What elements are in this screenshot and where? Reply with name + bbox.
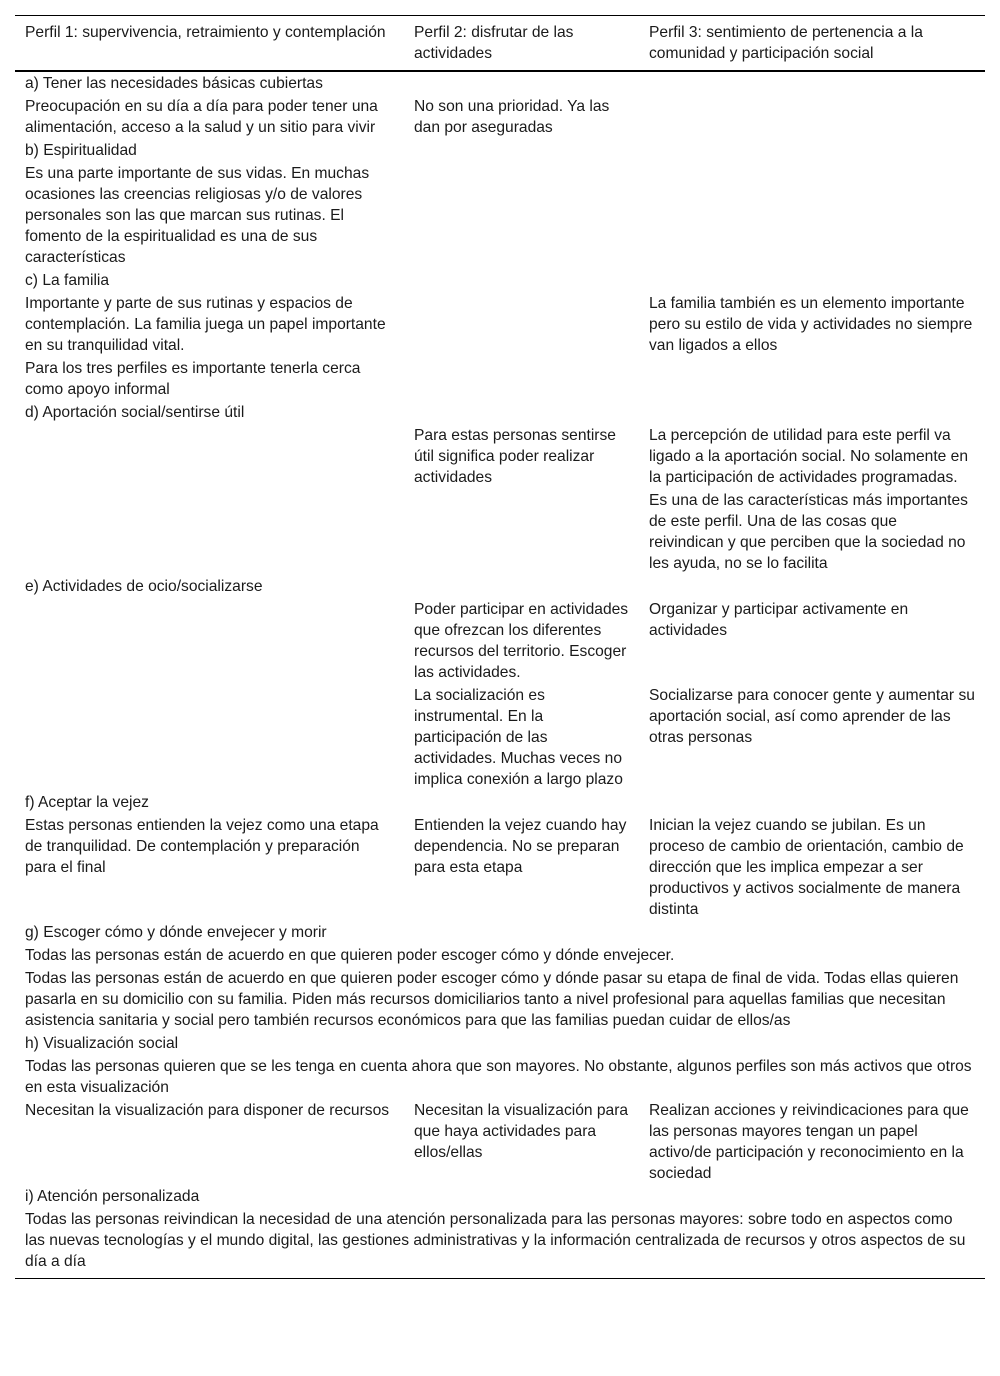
- header-profile-3: Perfil 3: sentimiento de pertenencia a la comunidad y participación social: [649, 24, 923, 62]
- section-title-row: [15, 1185, 985, 1208]
- table-row: [15, 95, 985, 139]
- section-title-row: [15, 1032, 985, 1055]
- cell-all-profiles: Todas las personas están de acuerdo en que quieren poder escoger cómo y dónde pasar su etapa de final de vida. Todas ellas quieren pasarla en su domicilio con su familia. Piden más recursos domiciliarios tanto a nivel profesional para aquellas familias que necesitan asistencia sanitaria y social pero también recursos económicos para que las familias puedan cuidar de ellos/as: [25, 970, 959, 1029]
- cell-profile-2: [404, 162, 639, 269]
- section-title-row: [15, 139, 985, 162]
- cell-all-profiles: Todas las personas están de acuerdo en que quieren poder escoger cómo y dónde envejecer.: [25, 947, 675, 964]
- table-row: [15, 684, 985, 791]
- table-row: [15, 1055, 985, 1099]
- table-body: [15, 71, 985, 1279]
- cell-profile-2: Necesitan la visualización para que haya actividades para ellos/ellas: [414, 1102, 629, 1161]
- header-profile-1: Perfil 1: supervivencia, retraimiento y contemplación: [25, 24, 386, 41]
- cell-profile-3: [639, 95, 985, 139]
- section-title: d) Aportación social/sentirse útil: [25, 404, 245, 421]
- cell-profile-2: Entienden la vejez cuando hay dependencia. No se preparan para esta etapa: [414, 817, 627, 876]
- cell-all-profiles: Todas las personas quieren que se les tenga en cuenta ahora que son mayores. No obstante, algunos perfiles son más activos que otros en esta visualización: [25, 1058, 972, 1096]
- cell-profile-3: La familia también es un elemento importante pero su estilo de vida y actividades no siempre van ligados a ellos: [649, 295, 973, 354]
- table-row: [15, 424, 985, 489]
- cell-all-profiles: Todas las personas reivindican la necesidad de una atención personalizada para las personas mayores: sobre todo en aspectos como las nuevas tecnologías y el mundo digital, las gestiones administrativas y la información centralizada de recursos y otros aspectos de su día a día: [25, 1211, 966, 1270]
- section-title-row: [15, 71, 985, 95]
- cell-profile-3: Inician la vejez cuando se jubilan. Es un proceso de cambio de orientación, cambio de dirección que les implica empezar a ser productivos y activos socialmente de manera distinta: [649, 817, 964, 918]
- section-title-row: [15, 269, 985, 292]
- cell-profile-2: [404, 357, 639, 401]
- cell-profile-3: Realizan acciones y reivindicaciones para que las personas mayores tengan un papel activo/de participación y reconocimiento en la sociedad: [649, 1102, 969, 1182]
- cell-profile-2: [404, 292, 639, 357]
- table-row: [15, 944, 985, 967]
- cell-profile-1: [15, 598, 404, 684]
- cell-profile-2: Poder participar en actividades que ofrezcan los diferentes recursos del territorio. Escoger las actividades.: [414, 601, 629, 681]
- section-title-row: [15, 575, 985, 598]
- section-title: c) La familia: [25, 272, 110, 289]
- table-row: [15, 1099, 985, 1185]
- table-row: [15, 162, 985, 269]
- table-row: [15, 814, 985, 921]
- section-title-row: [15, 401, 985, 424]
- cell-profile-3: La percepción de utilidad para este perfil va ligado a la aportación social. No solamente en la participación de actividades programadas.: [649, 427, 969, 486]
- cell-profile-1: Importante y parte de sus rutinas y espacios de contemplación. La familia juega un papel importante en su tranquilidad vital.: [25, 295, 386, 354]
- section-title-row: [15, 791, 985, 814]
- cell-profile-2: No son una prioridad. Ya las dan por aseguradas: [414, 98, 610, 136]
- table-row: [15, 1208, 985, 1279]
- section-title: g) Escoger cómo y dónde envejecer y morir: [25, 924, 327, 941]
- cell-profile-2: Para estas personas sentirse útil significa poder realizar actividades: [414, 427, 616, 486]
- section-title-row: [15, 921, 985, 944]
- section-title: i) Atención personalizada: [25, 1188, 200, 1205]
- cell-profile-3: Organizar y participar activamente en actividades: [649, 601, 909, 639]
- cell-profile-1: [15, 489, 404, 575]
- table-row: [15, 357, 985, 401]
- section-title: h) Visualización social: [25, 1035, 179, 1052]
- cell-profile-1: Preocupación en su día a día para poder tener una alimentación, acceso a la salud y un sitio para vivir: [25, 98, 378, 136]
- header-row: [15, 16, 985, 72]
- cell-profile-1: Es una parte importante de sus vidas. En muchas ocasiones las creencias religiosas y/o de valores personales son las que marcan sus rutinas. El fomento de la espiritualidad es una de sus características: [25, 165, 370, 266]
- table-row: [15, 598, 985, 684]
- table-header: [15, 16, 985, 72]
- cell-profile-1: Para los tres perfiles es importante tenerla cerca como apoyo informal: [25, 360, 361, 398]
- cell-profile-3: [639, 162, 985, 269]
- table-row: [15, 967, 985, 1032]
- cell-profile-1: Necesitan la visualización para disponer de recursos: [25, 1102, 390, 1119]
- cell-profile-1: [15, 684, 404, 791]
- cell-profile-2: [404, 489, 639, 575]
- profiles-table: [15, 15, 985, 1279]
- cell-profile-3: Es una de las características más importantes de este perfil. Una de las cosas que reivindican y que perciben que la sociedad no les ayuda, no se lo facilita: [649, 492, 968, 572]
- cell-profile-2: La socialización es instrumental. En la participación de las actividades. Muchas veces no implica conexión a largo plazo: [414, 687, 623, 788]
- section-title: f) Aceptar la vejez: [25, 794, 149, 811]
- cell-profile-3: [639, 357, 985, 401]
- cell-profile-1: [15, 424, 404, 489]
- section-title: b) Espiritualidad: [25, 142, 137, 159]
- table-row: [15, 489, 985, 575]
- cell-profile-3: Socializarse para conocer gente y aumentar su aportación social, así como aprender de las otras personas: [649, 687, 975, 746]
- section-title: e) Actividades de ocio/socializarse: [25, 578, 263, 595]
- header-profile-2: Perfil 2: disfrutar de las actividades: [414, 24, 574, 62]
- section-title: a) Tener las necesidades básicas cubiertas: [25, 75, 323, 92]
- cell-profile-1: Estas personas entienden la vejez como una etapa de tranquilidad. De contemplación y preparación para el final: [25, 817, 379, 876]
- table-row: [15, 292, 985, 357]
